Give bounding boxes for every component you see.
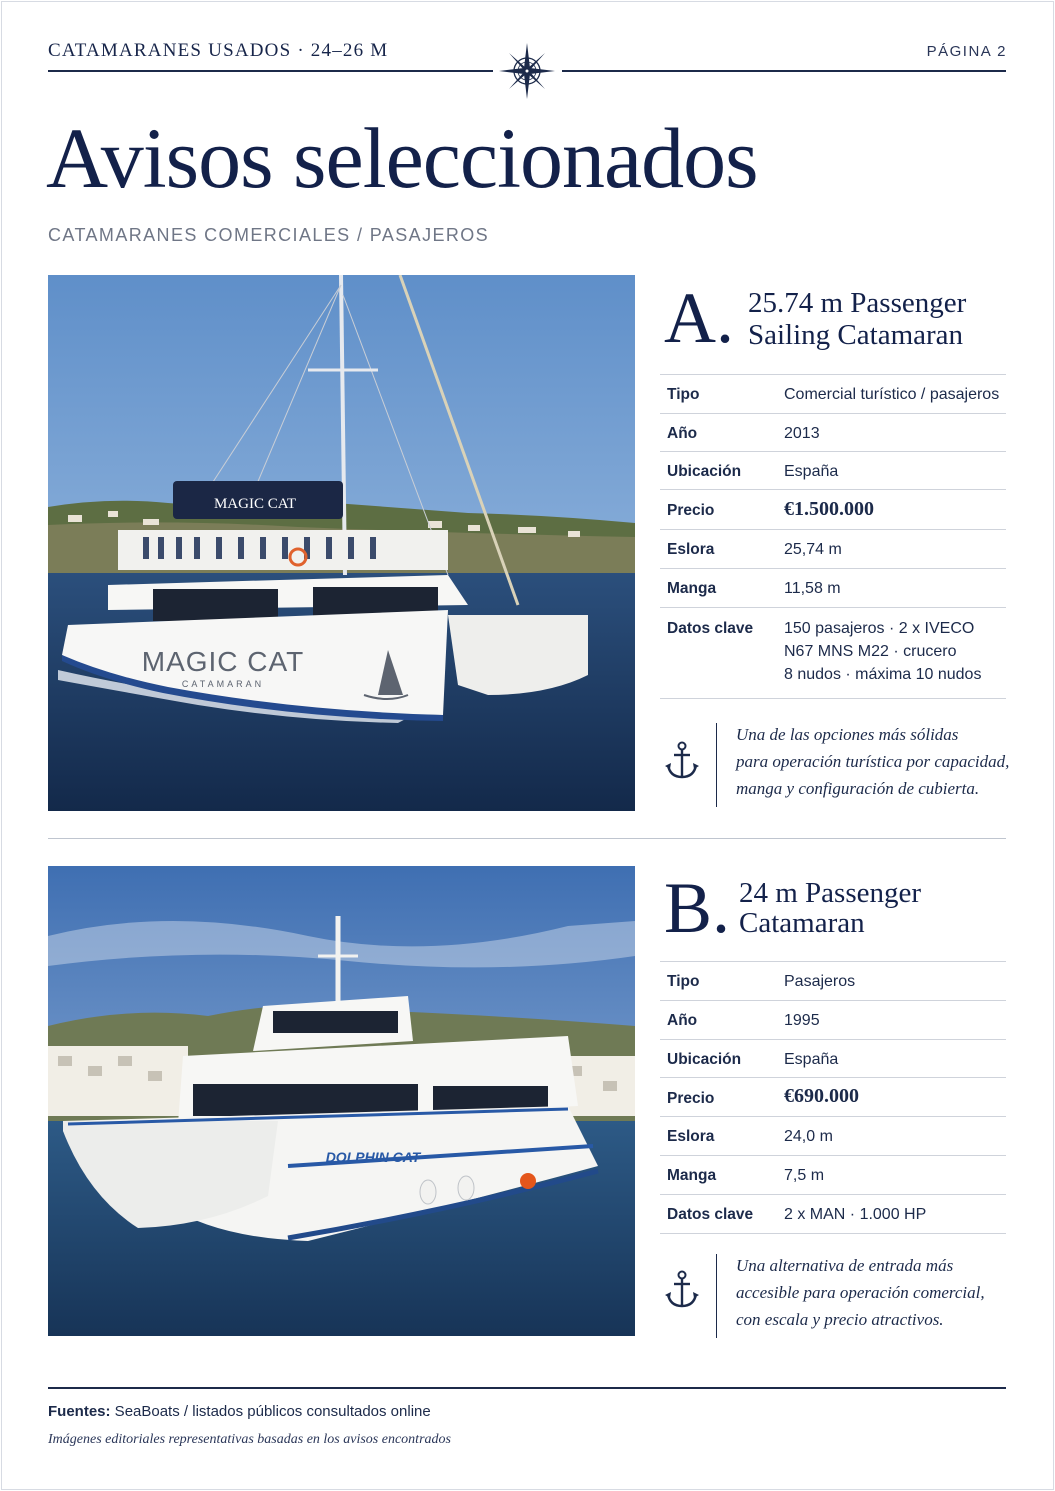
anchor-icon bbox=[665, 741, 699, 781]
spec-row bbox=[660, 1117, 1006, 1156]
spec-value: 7,5 m bbox=[784, 1156, 1006, 1195]
spec-row bbox=[660, 452, 1006, 490]
page-subtitle: CATAMARANES COMERCIALES / PASAJEROS bbox=[48, 225, 490, 245]
spec-row bbox=[660, 569, 1006, 608]
spec-label: Año bbox=[660, 1001, 784, 1040]
spec-row bbox=[660, 962, 1006, 1001]
spec-label: Eslora bbox=[660, 530, 784, 569]
footer-sources-label: Fuentes: bbox=[48, 1403, 111, 1420]
spec-row bbox=[660, 608, 1006, 699]
page-number: PÁGINA 2 bbox=[926, 43, 1007, 60]
spec-value: España bbox=[784, 1040, 1006, 1078]
spec-price: €690.000 bbox=[784, 1078, 1006, 1117]
listing-a-note bbox=[660, 723, 1010, 807]
spec-row bbox=[660, 1001, 1006, 1040]
note-line: manga y configuración de cubierta. bbox=[736, 779, 980, 798]
header-rule-left bbox=[48, 70, 493, 72]
spec-label: Tipo bbox=[660, 962, 784, 1001]
anchor-icon bbox=[665, 1270, 699, 1310]
photo-b-hull-text: DOLPHIN CAT bbox=[325, 1149, 421, 1165]
listing-a-title-line-2: Sailing Catamaran bbox=[748, 319, 964, 351]
spec-value: 25,74 m bbox=[784, 530, 1006, 569]
compass-rose-icon bbox=[497, 41, 557, 101]
spec-label: Ubicación bbox=[660, 1040, 784, 1078]
spec-label: Precio bbox=[660, 490, 784, 530]
listing-a-spec-table bbox=[660, 374, 1006, 699]
note-line: Una de las opciones más sólidas bbox=[736, 725, 959, 744]
spec-label: Tipo bbox=[660, 375, 784, 414]
note-divider bbox=[716, 1254, 717, 1338]
footer-rule bbox=[48, 1387, 1006, 1389]
footer-sources bbox=[48, 1403, 431, 1420]
photo-a-hull-text: MAGIC CAT bbox=[141, 646, 305, 677]
spec-value-line: 150 pasajeros · 2 x IVECO bbox=[784, 620, 975, 637]
spec-row bbox=[660, 1195, 1006, 1234]
spec-value: 24,0 m bbox=[784, 1117, 1006, 1156]
spec-value-line: 8 nudos · máxima 10 nudos bbox=[784, 666, 982, 683]
spec-row bbox=[660, 1040, 1006, 1078]
spec-row bbox=[660, 490, 1006, 530]
spec-value: 2 x MAN · 1.000 HP bbox=[784, 1195, 1006, 1234]
listing-a-photo bbox=[48, 275, 635, 811]
listing-a-title bbox=[748, 287, 966, 351]
spec-label: Datos clave bbox=[660, 608, 784, 699]
note-line: con escala y precio atractivos. bbox=[736, 1310, 944, 1329]
spec-label: Manga bbox=[660, 569, 784, 608]
spec-label: Datos clave bbox=[660, 1195, 784, 1234]
header-section-label: CATAMARANES USADOS · 24–26 M bbox=[48, 40, 389, 61]
spec-label: Ubicación bbox=[660, 452, 784, 490]
note-text bbox=[736, 1252, 1011, 1333]
spec-label: Eslora bbox=[660, 1117, 784, 1156]
listing-b-title bbox=[739, 878, 921, 938]
spec-label: Año bbox=[660, 414, 784, 452]
spec-value-line: N67 MNS M22 · crucero bbox=[784, 643, 957, 660]
spec-row bbox=[660, 530, 1006, 569]
footer-sources-text: SeaBoats / listados públicos consultados online bbox=[110, 1403, 431, 1420]
listing-b-title-line-2: Catamaran bbox=[739, 907, 865, 939]
listing-b-spec-table bbox=[660, 961, 1006, 1234]
note-line: accesible para operación comercial, bbox=[736, 1283, 985, 1302]
spec-value: Pasajeros bbox=[784, 962, 1006, 1001]
listing-a-letter: A. bbox=[664, 278, 734, 358]
spec-value: Comercial turístico / pasajeros bbox=[784, 375, 1006, 414]
spec-row bbox=[660, 1156, 1006, 1195]
spec-value: España bbox=[784, 452, 1006, 490]
listing-b-title-line-1: 24 m Passenger bbox=[739, 877, 922, 909]
spec-value: 2013 bbox=[784, 414, 1006, 452]
footer-disclaimer: Imágenes editoriales representativas basadas en los avisos encontrados bbox=[48, 1432, 451, 1447]
spec-label: Manga bbox=[660, 1156, 784, 1195]
section-divider bbox=[48, 838, 1006, 839]
listing-b-note bbox=[660, 1254, 1006, 1338]
spec-row bbox=[660, 414, 1006, 452]
photo-a-banner-text: MAGIC CAT bbox=[213, 496, 297, 512]
header-rule-right bbox=[562, 70, 1006, 72]
spec-row bbox=[660, 375, 1006, 414]
photo-a-hull-subtext: CATAMARAN bbox=[181, 679, 265, 689]
spec-value: 11,58 m bbox=[784, 569, 1006, 608]
listing-b-photo bbox=[48, 866, 635, 1336]
page-title: Avisos seleccionados bbox=[46, 110, 758, 206]
spec-price: €1.500.000 bbox=[784, 490, 1006, 530]
listing-b-letter: B. bbox=[664, 868, 731, 948]
spec-label: Precio bbox=[660, 1078, 784, 1117]
note-line: para operación turística por capacidad, bbox=[736, 752, 1010, 771]
listing-a-title-line-1: 25.74 m Passenger bbox=[748, 287, 967, 319]
spec-value-multiline bbox=[784, 608, 1006, 699]
note-divider bbox=[716, 723, 717, 807]
note-line: Una alternativa de entrada más bbox=[736, 1256, 954, 1275]
spec-value: 1995 bbox=[784, 1001, 1006, 1040]
note-text bbox=[736, 721, 1011, 802]
spec-row bbox=[660, 1078, 1006, 1117]
